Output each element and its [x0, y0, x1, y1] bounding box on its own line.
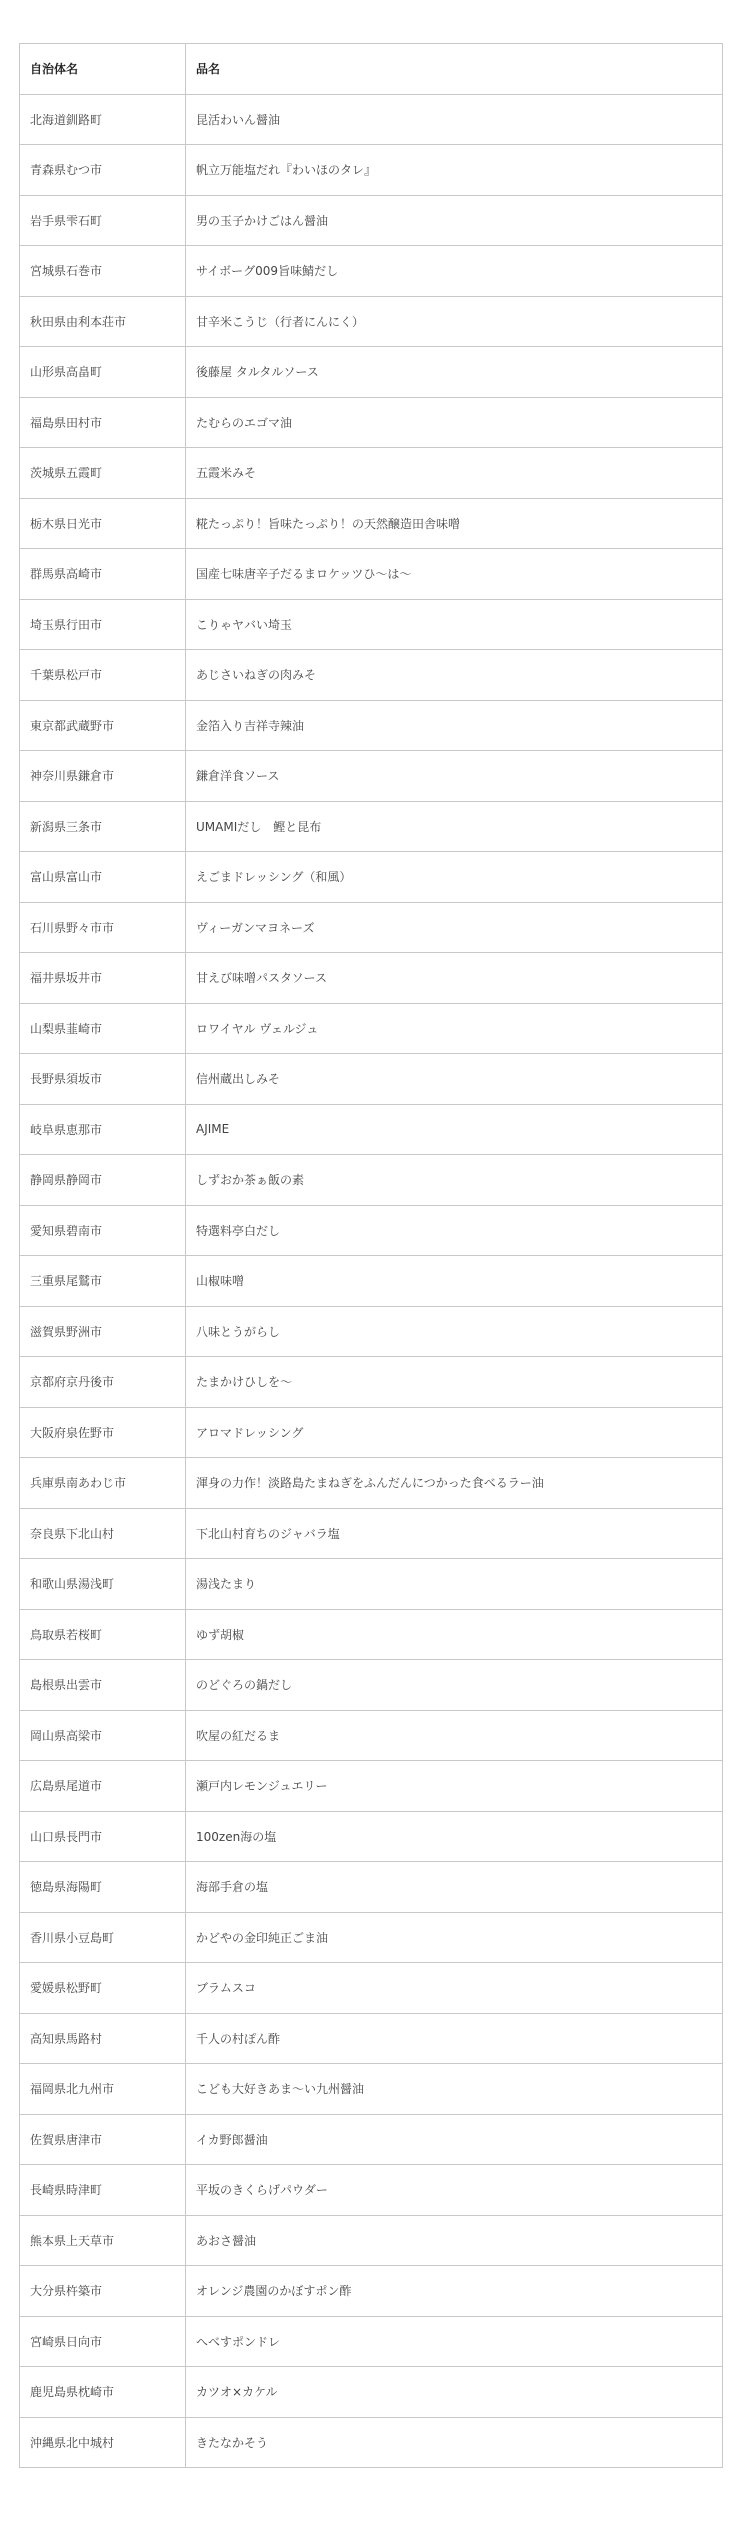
municipality-cell: 鳥取県若桜町: [20, 1609, 186, 1660]
municipality-cell: 岡山県高梁市: [20, 1710, 186, 1761]
municipality-cell: 沖縄県北中城村: [20, 2417, 186, 2468]
product-cell: のどぐろの鍋だし: [186, 1660, 723, 1711]
product-cell: たまかけひしを〜: [186, 1357, 723, 1408]
municipality-cell: 青森県むつ市: [20, 145, 186, 196]
table-row: [20, 195, 723, 246]
product-cell: 瀬戸内レモンジュエリー: [186, 1761, 723, 1812]
product-cell: カツオ×カケル: [186, 2367, 723, 2418]
table-row: [20, 1963, 723, 2014]
municipality-cell: 兵庫県南あわじ市: [20, 1458, 186, 1509]
product-column-header: 品名: [186, 44, 723, 95]
product-cell: へべすポンドレ: [186, 2316, 723, 2367]
product-cell: サイボーグ009旨味鯖だし: [186, 246, 723, 297]
municipality-cell: 山梨県韮崎市: [20, 1003, 186, 1054]
municipality-cell: 岐阜県恵那市: [20, 1104, 186, 1155]
product-cell: 八味とうがらし: [186, 1306, 723, 1357]
product-cell: AJIME: [186, 1104, 723, 1155]
product-cell: 糀たっぷり！旨味たっぷり！の天然醸造田舎味噌: [186, 498, 723, 549]
table-row: [20, 246, 723, 297]
table-row: [20, 1710, 723, 1761]
table-row: [20, 2064, 723, 2115]
municipality-column-header: 自治体名: [20, 44, 186, 95]
table-row: [20, 599, 723, 650]
municipality-cell: 高知県馬路村: [20, 2013, 186, 2064]
table-row: [20, 700, 723, 751]
product-cell: ロワイヤル ヴェルジュ: [186, 1003, 723, 1054]
table-row: [20, 852, 723, 903]
municipality-cell: 大阪府泉佐野市: [20, 1407, 186, 1458]
municipality-cell: 福岡県北九州市: [20, 2064, 186, 2115]
municipality-cell: 埼玉県行田市: [20, 599, 186, 650]
product-cell: UMAMIだし 鰹と昆布: [186, 801, 723, 852]
product-cell: 後藤屋 タルタルソース: [186, 347, 723, 398]
municipality-cell: 香川県小豆島町: [20, 1912, 186, 1963]
municipality-cell: 長野県須坂市: [20, 1054, 186, 1105]
table-header-row: [20, 44, 723, 95]
product-table: [19, 43, 723, 2468]
table-row: [20, 1205, 723, 1256]
table-row: [20, 2215, 723, 2266]
table-row: [20, 650, 723, 701]
table-row: [20, 751, 723, 802]
municipality-cell: 北海道釧路町: [20, 94, 186, 145]
product-cell: 金箔入り吉祥寺辣油: [186, 700, 723, 751]
product-cell: 五霞米みそ: [186, 448, 723, 499]
municipality-cell: 京都府京丹後市: [20, 1357, 186, 1408]
table-row: [20, 145, 723, 196]
table-row: [20, 1306, 723, 1357]
municipality-cell: 佐賀県唐津市: [20, 2114, 186, 2165]
municipality-cell: 広島県尾道市: [20, 1761, 186, 1812]
municipality-cell: 群馬県高崎市: [20, 549, 186, 600]
product-cell: 昆活わいん醤油: [186, 94, 723, 145]
municipality-cell: 大分県杵築市: [20, 2266, 186, 2317]
municipality-cell: 東京都武蔵野市: [20, 700, 186, 751]
municipality-cell: 栃木県日光市: [20, 498, 186, 549]
table-row: [20, 2165, 723, 2216]
table-row: [20, 347, 723, 398]
table-row: [20, 801, 723, 852]
municipality-cell: 滋賀県野洲市: [20, 1306, 186, 1357]
table-row: [20, 498, 723, 549]
product-cell: あじさいねぎの肉みそ: [186, 650, 723, 701]
product-cell: きたなかそう: [186, 2417, 723, 2468]
municipality-cell: 茨城県五霞町: [20, 448, 186, 499]
municipality-cell: 奈良県下北山村: [20, 1508, 186, 1559]
municipality-cell: 島根県出雲市: [20, 1660, 186, 1711]
product-cell: 渾身の力作！淡路島たまねぎをふんだんにつかった食べるラー油: [186, 1458, 723, 1509]
table-row: [20, 2417, 723, 2468]
table-row: [20, 94, 723, 145]
municipality-cell: 新潟県三条市: [20, 801, 186, 852]
product-cell: 千人の村ぽん酢: [186, 2013, 723, 2064]
municipality-cell: 岩手県雫石町: [20, 195, 186, 246]
municipality-cell: 山口県長門市: [20, 1811, 186, 1862]
product-cell: こりゃヤバい埼玉: [186, 599, 723, 650]
table-row: [20, 1912, 723, 1963]
product-cell: 国産七味唐辛子だるまロケッツひ〜は〜: [186, 549, 723, 600]
product-cell: しずおか茶ぁ飯の素: [186, 1155, 723, 1206]
table-row: [20, 2013, 723, 2064]
table-row: [20, 1458, 723, 1509]
table-row: [20, 2114, 723, 2165]
table-row: [20, 1054, 723, 1105]
table-row: [20, 1862, 723, 1913]
municipality-cell: 福井県坂井市: [20, 953, 186, 1004]
table-row: [20, 1559, 723, 1610]
product-cell: 100zen海の塩: [186, 1811, 723, 1862]
municipality-cell: 愛媛県松野町: [20, 1963, 186, 2014]
table-row: [20, 2316, 723, 2367]
municipality-cell: 福島県田村市: [20, 397, 186, 448]
municipality-cell: 長崎県時津町: [20, 2165, 186, 2216]
product-cell: 山椒味噌: [186, 1256, 723, 1307]
municipality-cell: 石川県野々市市: [20, 902, 186, 953]
product-cell: 海部手倉の塩: [186, 1862, 723, 1913]
municipality-cell: 宮崎県日向市: [20, 2316, 186, 2367]
municipality-cell: 鹿児島県枕崎市: [20, 2367, 186, 2418]
product-cell: オレンジ農園のかぼすポン酢: [186, 2266, 723, 2317]
table-row: [20, 1407, 723, 1458]
product-cell: 平坂のきくらげパウダー: [186, 2165, 723, 2216]
table-row: [20, 953, 723, 1004]
table-row: [20, 296, 723, 347]
table-row: [20, 448, 723, 499]
table-row: [20, 1104, 723, 1155]
municipality-cell: 三重県尾鷲市: [20, 1256, 186, 1307]
table-row: [20, 1660, 723, 1711]
table-row: [20, 1256, 723, 1307]
product-cell: 特選料亭白だし: [186, 1205, 723, 1256]
municipality-cell: 愛知県碧南市: [20, 1205, 186, 1256]
product-cell: 湯浅たまり: [186, 1559, 723, 1610]
table-row: [20, 1811, 723, 1862]
product-cell: 下北山村育ちのジャバラ塩: [186, 1508, 723, 1559]
municipality-cell: 秋田県由利本荘市: [20, 296, 186, 347]
product-cell: イカ野郎醤油: [186, 2114, 723, 2165]
table-row: [20, 902, 723, 953]
product-cell: 信州蔵出しみそ: [186, 1054, 723, 1105]
municipality-cell: 千葉県松戸市: [20, 650, 186, 701]
product-cell: アロマドレッシング: [186, 1407, 723, 1458]
table-row: [20, 1508, 723, 1559]
product-cell: 鎌倉洋食ソース: [186, 751, 723, 802]
product-cell: あおさ醤油: [186, 2215, 723, 2266]
table-row: [20, 1761, 723, 1812]
table-row: [20, 1357, 723, 1408]
product-cell: 甘辛米こうじ（行者にんにく）: [186, 296, 723, 347]
table-row: [20, 397, 723, 448]
table-row: [20, 1155, 723, 1206]
product-cell: えごまドレッシング（和風）: [186, 852, 723, 903]
municipality-cell: 静岡県静岡市: [20, 1155, 186, 1206]
product-cell: たむらのエゴマ油: [186, 397, 723, 448]
municipality-cell: 和歌山県湯浅町: [20, 1559, 186, 1610]
product-cell: 吹屋の紅だるま: [186, 1710, 723, 1761]
table-row: [20, 2266, 723, 2317]
table-row: [20, 1003, 723, 1054]
table-body: [20, 94, 723, 2468]
municipality-cell: 宮城県石巻市: [20, 246, 186, 297]
municipality-cell: 徳島県海陽町: [20, 1862, 186, 1913]
product-cell: かどやの金印純正ごま油: [186, 1912, 723, 1963]
municipality-cell: 熊本県上天草市: [20, 2215, 186, 2266]
product-cell: 男の玉子かけごはん醤油: [186, 195, 723, 246]
product-cell: ヴィーガンマヨネーズ: [186, 902, 723, 953]
product-cell: ゆず胡椒: [186, 1609, 723, 1660]
table-row: [20, 1609, 723, 1660]
product-cell: ブラムスコ: [186, 1963, 723, 2014]
product-cell: 甘えび味噌パスタソース: [186, 953, 723, 1004]
municipality-cell: 富山県富山市: [20, 852, 186, 903]
municipality-cell: 神奈川県鎌倉市: [20, 751, 186, 802]
table-row: [20, 549, 723, 600]
product-cell: 帆立万能塩だれ『わいほのタレ』: [186, 145, 723, 196]
product-cell: こども大好きあま〜い九州醤油: [186, 2064, 723, 2115]
municipality-cell: 山形県高畠町: [20, 347, 186, 398]
table-row: [20, 2367, 723, 2418]
